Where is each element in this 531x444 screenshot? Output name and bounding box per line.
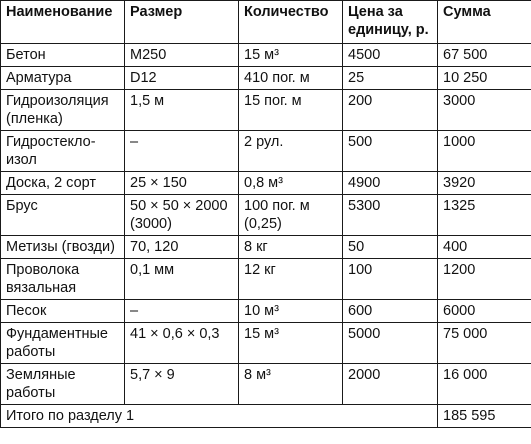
- cell-size: 0,1 мм: [125, 259, 239, 300]
- table-row: [1, 44, 531, 67]
- header-name: Наименование: [1, 1, 125, 44]
- cell-name: Метизы (гвозди): [1, 236, 125, 259]
- cell-name: Фундаментные работы: [1, 323, 125, 364]
- cell-size: –: [125, 131, 239, 172]
- cell-unit-price: 200: [343, 90, 438, 131]
- cell-name: Проволока вязальная: [1, 259, 125, 300]
- total-row: [1, 405, 531, 428]
- cell-sum: 1000: [438, 131, 531, 172]
- cell-name: Гидростекло-изол: [1, 131, 125, 172]
- cell-quantity: 410 пог. м: [239, 67, 343, 90]
- table-row: [1, 236, 531, 259]
- header-quantity: Количество: [239, 1, 343, 44]
- header-row: [1, 1, 531, 44]
- table-row: [1, 323, 531, 364]
- cell-quantity: 2 рул.: [239, 131, 343, 172]
- cell-name: Песок: [1, 300, 125, 323]
- cell-unit-price: 4900: [343, 172, 438, 195]
- cell-size: 50 × 50 × 2000 (3000): [125, 195, 239, 236]
- table-row: [1, 300, 531, 323]
- header-size: Размер: [125, 1, 239, 44]
- cell-quantity: 8 кг: [239, 236, 343, 259]
- cell-name: Арматура: [1, 67, 125, 90]
- total-value: 185 595: [438, 405, 531, 428]
- cell-unit-price: 100: [343, 259, 438, 300]
- cell-quantity: 12 кг: [239, 259, 343, 300]
- cell-name: Доска, 2 сорт: [1, 172, 125, 195]
- cell-size: 41 × 0,6 × 0,3: [125, 323, 239, 364]
- table-row: [1, 90, 531, 131]
- table-row: [1, 195, 531, 236]
- cell-quantity: 15 м³: [239, 44, 343, 67]
- cell-unit-price: 500: [343, 131, 438, 172]
- header-sum: Сумма: [438, 1, 531, 44]
- cell-sum: 3000: [438, 90, 531, 131]
- cell-unit-price: 25: [343, 67, 438, 90]
- cell-size: –: [125, 300, 239, 323]
- cell-size: 1,5 м: [125, 90, 239, 131]
- cell-sum: 1325: [438, 195, 531, 236]
- cell-size: 25 × 150: [125, 172, 239, 195]
- cell-size: 70, 120: [125, 236, 239, 259]
- table-header: [1, 1, 531, 44]
- cell-sum: 67 500: [438, 44, 531, 67]
- total-label: Итого по разделу 1: [1, 405, 438, 428]
- cell-name: Земляные работы: [1, 364, 125, 405]
- cell-unit-price: 50: [343, 236, 438, 259]
- cell-name: Бетон: [1, 44, 125, 67]
- table-body: [1, 44, 531, 428]
- cell-unit-price: 5000: [343, 323, 438, 364]
- cell-name: Гидроизоляция (пленка): [1, 90, 125, 131]
- cell-name: Брус: [1, 195, 125, 236]
- table-row: [1, 67, 531, 90]
- cell-sum: 6000: [438, 300, 531, 323]
- table-row: [1, 364, 531, 405]
- table-row: [1, 131, 531, 172]
- cell-unit-price: 2000: [343, 364, 438, 405]
- cell-sum: 75 000: [438, 323, 531, 364]
- cell-quantity: 100 пог. м (0,25): [239, 195, 343, 236]
- cell-size: 5,7 × 9: [125, 364, 239, 405]
- cell-quantity: 15 пог. м: [239, 90, 343, 131]
- cell-quantity: 0,8 м³: [239, 172, 343, 195]
- header-unit-price: Цена за единицу, р.: [343, 1, 438, 44]
- cell-quantity: 10 м³: [239, 300, 343, 323]
- cell-unit-price: 600: [343, 300, 438, 323]
- cell-unit-price: 4500: [343, 44, 438, 67]
- cell-sum: 10 250: [438, 67, 531, 90]
- cell-quantity: 15 м³: [239, 323, 343, 364]
- cell-sum: 16 000: [438, 364, 531, 405]
- cell-size: D12: [125, 67, 239, 90]
- table-row: [1, 172, 531, 195]
- cell-sum: 400: [438, 236, 531, 259]
- cell-sum: 3920: [438, 172, 531, 195]
- cell-quantity: 8 м³: [239, 364, 343, 405]
- cell-unit-price: 5300: [343, 195, 438, 236]
- cell-size: М250: [125, 44, 239, 67]
- cell-sum: 1200: [438, 259, 531, 300]
- table-row: [1, 259, 531, 300]
